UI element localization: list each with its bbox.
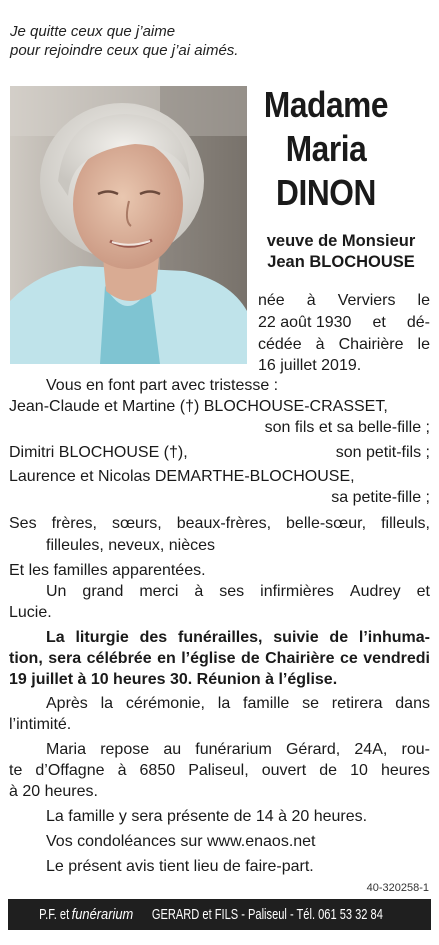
quote-line-1: Je quitte ceux que j’aime bbox=[10, 23, 176, 40]
family-laurence-relation: sa petite-fille ; bbox=[331, 489, 430, 506]
funerarium-line-2: te d’Offagne à 6850 Paliseul, ouvert de 10 heures bbox=[9, 762, 430, 779]
family-jean-claude: Jean-Claude et Martine (†) BLOCHOUSE-CRASSET, bbox=[9, 398, 388, 415]
thanks-line-1: Un grand merci à ses infirmières Audrey et bbox=[46, 583, 430, 600]
name-title: Madame bbox=[263, 84, 389, 125]
portrait-illustration bbox=[10, 86, 247, 364]
family-dimitri: Dimitri BLOCHOUSE (†), bbox=[9, 444, 188, 461]
ceremony-line-1: Après la cérémonie, la famille se retirera dans bbox=[46, 695, 430, 712]
footer-text: P.F. etfunérariumGERARD et FILS - Paliseul - Tél. 061 53 32 84 bbox=[39, 906, 384, 923]
presence-line: La famille y sera présente de 14 à 20 heures. bbox=[46, 808, 368, 825]
intro-line: Vous en font part avec tristesse : bbox=[46, 377, 279, 394]
family-laurence: Laurence et Nicolas DEMARTHE-BLOCHOUSE, bbox=[9, 468, 355, 485]
birth-line-3: cédée à Chairière le bbox=[258, 336, 430, 353]
family-dimitri-relation: son petit-fils ; bbox=[335, 444, 430, 461]
name-first: Maria bbox=[285, 128, 367, 169]
portrait-photo bbox=[10, 86, 247, 364]
reference-number: 40-320258-1 bbox=[366, 882, 429, 894]
quote-line-2: pour rejoindre ceux que j’ai aimés. bbox=[10, 42, 239, 59]
widow-line-1: veuve de Monsieur bbox=[266, 232, 416, 250]
family-siblings-line-2: filleules, neveux, nièces bbox=[46, 537, 215, 554]
birth-line-2: 22 août 1930 et dé- bbox=[258, 314, 430, 331]
liturgy-line-2: tion, sera célébrée en l’église de Chairière ce vendredi bbox=[9, 650, 430, 667]
epitaph-quote bbox=[10, 22, 238, 60]
family-siblings-line-1: Ses frères, sœurs, beaux-frères, belle-sœur, filleuls, bbox=[9, 515, 430, 532]
ceremony-line-2: l’intimité. bbox=[9, 716, 72, 733]
footer-banner bbox=[8, 899, 431, 930]
condolences-line: Vos condoléances sur www.enaos.net bbox=[46, 833, 316, 850]
birth-line-1: née à Verviers le bbox=[258, 292, 430, 309]
liturgy-line-3: 19 juillet à 10 heures 30. Réunion à l’église. bbox=[9, 671, 338, 688]
notice-line: Le présent avis tient lieu de faire-part. bbox=[46, 858, 314, 875]
family-jean-claude-relation: son fils et sa belle-fille ; bbox=[264, 419, 430, 436]
name-last: DINON bbox=[276, 172, 376, 213]
thanks-line-2: Lucie. bbox=[9, 604, 52, 621]
widow-line-2: Jean BLOCHOUSE bbox=[267, 253, 415, 271]
funerarium-line-3: à 20 heures. bbox=[9, 783, 98, 800]
liturgy-line-1: La liturgie des funérailles, suivie de l’inhuma- bbox=[46, 629, 430, 646]
birth-line-4: 16 juillet 2019. bbox=[258, 357, 362, 374]
family-related: Et les familles apparentées. bbox=[9, 562, 206, 579]
funerarium-line-1: Maria repose au funérarium Gérard, 24A, rou- bbox=[46, 741, 430, 758]
